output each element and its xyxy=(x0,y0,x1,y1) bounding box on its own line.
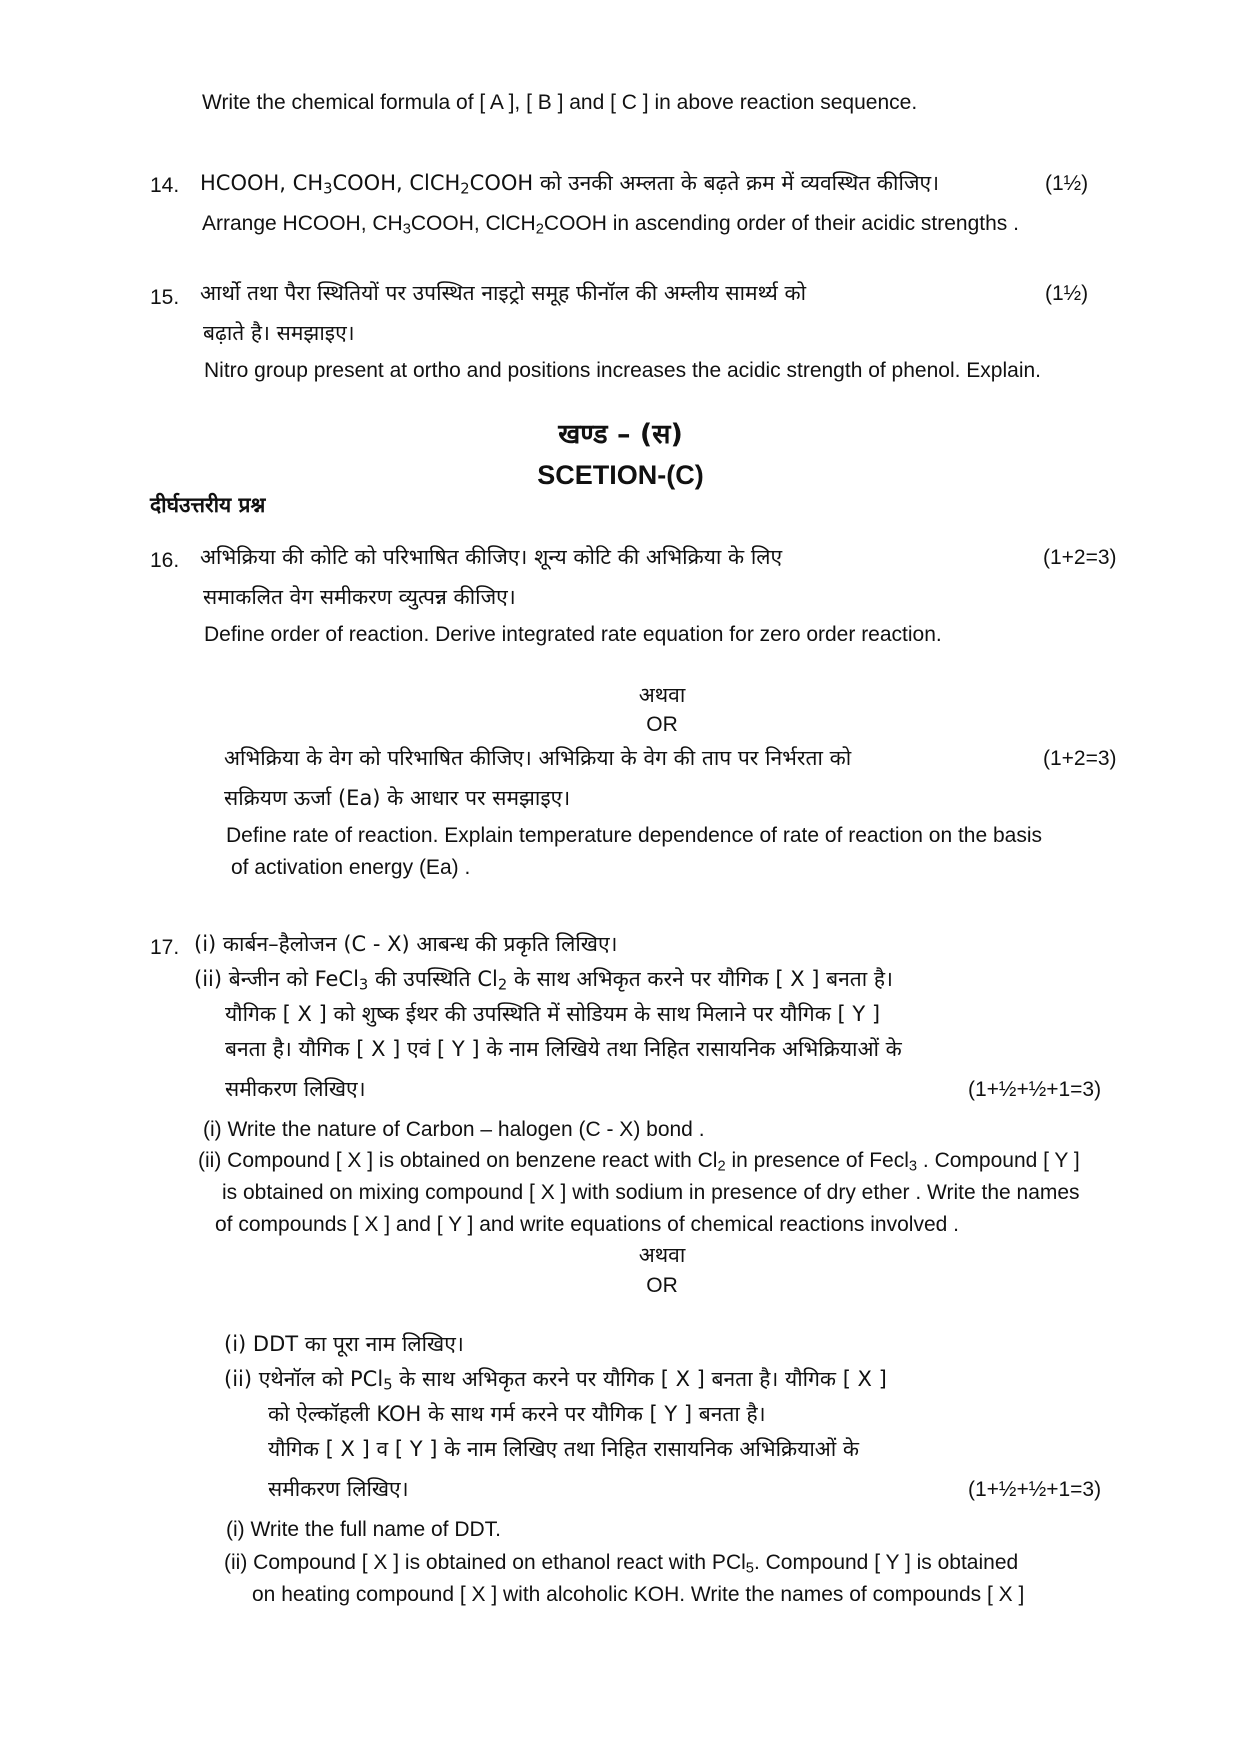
section-title-hindi: खण्ड – (स) xyxy=(558,419,683,450)
question-17-alt-part-ii-hindi-line-4: समीकरण लिखिए। xyxy=(268,1477,409,1501)
or-divider-hindi-1: अथवा xyxy=(638,683,686,707)
question-16-alt-english-line-1: Define rate of reaction. Explain temperature dependence of rate of reaction on the basis xyxy=(226,824,1043,847)
question-16-alt-marks: (1+2=3) xyxy=(1043,747,1117,770)
question-15-english: Nitro group present at ortho and positions increases the acidic strength of phenol. Explain. xyxy=(204,359,1041,382)
long-answer-heading: दीर्घउत्तरीय प्रश्न xyxy=(150,493,266,517)
question-17-alt-marks: (1+½+½+1=3) xyxy=(968,1478,1102,1501)
question-17-alt-part-ii-hindi-line-2: को ऐल्कॉहली KOH के साथ गर्म करने पर यौगिक [ Y ] बनता है। xyxy=(268,1402,766,1426)
question-14-english: Arrange HCOOH, $CH_3COOH$, ClCH$_2$COOH in ascending order of their acidic strengths . xyxy=(202,212,1019,238)
question-17-alt-part-i-hindi: (i) DDT का पूरा नाम लिखिए। xyxy=(224,1332,464,1356)
reaction-sequence-instruction: Write the chemical formula of [ A ], [ B ] and [ C ] in above reaction sequence. xyxy=(202,91,918,114)
question-17-part-ii-hindi-line-4: समीकरण लिखिए। xyxy=(225,1077,366,1101)
or-divider-english-2: OR xyxy=(646,1274,678,1297)
question-14-hindi: HCOOH, $CH_3COOH$, ClCH$_2$COOH को उनकी अम्लता के बढ़ते क्रम में व्यवस्थित कीजिए। xyxy=(200,171,940,198)
question-17-part-ii-english-line-1: (ii) Compound [ X ] is obtained on benzene react with $Cl_2$ in presence of Fecl$_3$ . Compound [ Y ] xyxy=(198,1149,1080,1175)
question-17-part-ii-english-line-2: is obtained on mixing compound [ X ] with sodium in presence of dry ether . Write the names xyxy=(222,1181,1080,1204)
question-16-english: Define order of reaction. Derive integrated rate equation for zero order reaction. xyxy=(204,623,942,646)
question-17-alt-part-ii-english-line-1: (ii) Compound [ X ] is obtained on ethanol react with PCl$_5$. Compound [ Y ] is obtained xyxy=(224,1551,1019,1577)
question-17-alt-part-ii-hindi-line-1: (ii) एथेनॉल को PCl$_5$ के साथ अभिकृत करने पर यौगिक [ X ] बनता है। यौगिक [ X ] xyxy=(224,1367,887,1394)
question-17-number: 17. xyxy=(150,936,180,959)
question-16-hindi-line-1: अभिक्रिया की कोटि को परिभाषित कीजिए। शून्य कोटि की अभिक्रिया के लिए xyxy=(200,545,783,569)
question-15-hindi-line-2: बढ़ाते है। समझाइए। xyxy=(203,321,355,345)
question-17-alt-part-ii-english-line-2: on heating compound [ X ] with alcoholic KOH. Write the names of compounds [ X ] xyxy=(252,1583,1025,1606)
question-16-alt-english-line-2: of activation energy (Ea) . xyxy=(231,856,471,879)
question-17-part-ii-hindi-line-1: (ii) बेन्जीन को FeCl$_3$ की उपस्थिति $Cl_2$ के साथ अभिकृत करने पर यौगिक [ X ] बनता है। xyxy=(194,967,893,994)
question-16-alt-hindi-line-1: अभिक्रिया के वेग को परिभाषित कीजिए। अभिक्रिया के वेग की ताप पर निर्भरता को xyxy=(224,746,852,770)
question-16-alt-hindi-line-2: सक्रियण ऊर्जा (Ea) के आधार पर समझाइए। xyxy=(224,786,571,810)
question-17-part-i-hindi: (i) कार्बन–हैलोजन (C - X) आबन्ध की प्रकृति लिखिए। xyxy=(194,932,618,956)
question-17-marks: (1+½+½+1=3) xyxy=(968,1078,1102,1101)
question-14-marks: (1½) xyxy=(1045,172,1089,195)
question-16-marks: (1+2=3) xyxy=(1043,546,1117,569)
question-17-part-ii-hindi-line-3: बनता है। यौगिक [ X ] एवं [ Y ] के नाम लिखिये तथा निहित रासायनिक अभिक्रियाओं के xyxy=(225,1037,902,1061)
section-title-english: SCETION-(C) xyxy=(537,460,704,490)
question-17-part-ii-english-line-3: of compounds [ X ] and [ Y ] and write equations of chemical reactions involved . xyxy=(215,1213,959,1236)
question-15-number: 15. xyxy=(150,286,180,309)
or-divider-hindi-2: अथवा xyxy=(638,1243,686,1267)
question-17-part-ii-hindi-line-2: यौगिक [ X ] को शुष्क ईथर की उपस्थिति में सोडियम के साथ मिलाने पर यौगिक [ Y ] xyxy=(225,1002,881,1026)
or-divider-english-1: OR xyxy=(646,713,678,736)
question-16-number: 16. xyxy=(150,549,180,572)
question-15-marks: (1½) xyxy=(1045,282,1089,305)
question-14-number: 14. xyxy=(150,174,180,197)
question-16-hindi-line-2: समाकलित वेग समीकरण व्युत्पन्न कीजिए। xyxy=(203,585,516,609)
question-15-hindi-line-1: आर्थो तथा पैरा स्थितियों पर उपस्थित नाइट्रो समूह फीनॉल की अम्लीय सामर्थ्य को xyxy=(200,281,807,305)
question-17-alt-part-i-english: (i) Write the full name of DDT. xyxy=(226,1518,502,1541)
question-17-part-i-english: (i) Write the nature of Carbon – halogen (C - X) bond . xyxy=(203,1118,705,1141)
question-17-alt-part-ii-hindi-line-3: यौगिक [ X ] व [ Y ] के नाम लिखिए तथा निहित रासायनिक अभिक्रियाओं के xyxy=(268,1437,860,1461)
